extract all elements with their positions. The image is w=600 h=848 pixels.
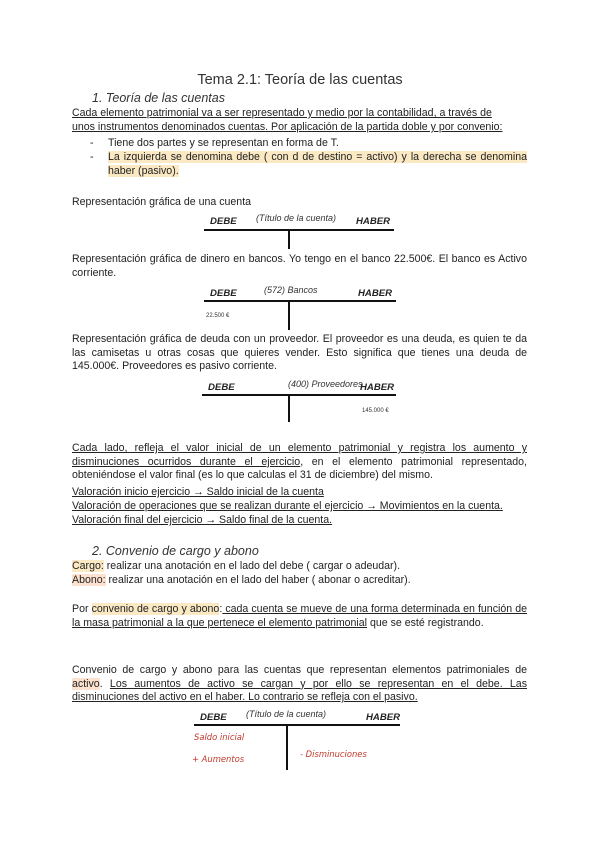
plain-text: : bbox=[219, 603, 223, 615]
rep-dinero-text: Representación gráfica de dinero en bancos. Yo tengo en el banco 22.500€. El banco es Activo corriente. bbox=[72, 253, 527, 279]
t-horizontal-line bbox=[194, 724, 400, 726]
highlighted-text: La izquierda se denomina debe ( con d de destino = activo) y la derecha se denomina haber (pasivo). bbox=[108, 151, 527, 177]
intro-line-2: unos instrumentos denominados cuentas. Por aplicación de la partida doble y por convenio: bbox=[72, 121, 503, 133]
cada-lado-paragraph bbox=[72, 442, 527, 483]
bullet-text: Tiene dos partes y se representan en forma de T. bbox=[108, 137, 339, 149]
cargo-text: realizar una anotación en el lado del debe ( cargar o adeudar). bbox=[103, 560, 401, 572]
t-account-generic bbox=[200, 212, 400, 252]
plain-text: Por bbox=[72, 603, 92, 615]
plain-text: Convenio de cargo y abono para las cuentas que representan elementos patrimoniales de bbox=[72, 664, 527, 676]
por-convenio-paragraph bbox=[72, 603, 527, 630]
highlighted-text: activo bbox=[72, 677, 100, 690]
t-horizontal-line bbox=[202, 394, 396, 396]
t-title-label: (400) Proveedores bbox=[288, 379, 363, 389]
t-debe-label: DEBE bbox=[208, 382, 235, 393]
t-horizontal-line bbox=[204, 229, 394, 231]
t-vertical-line bbox=[288, 394, 290, 422]
t-vertical-line bbox=[286, 724, 288, 770]
intro-line-1: Cada elemento patrimonial va a ser representado y medio por la contabilidad, a través de bbox=[72, 107, 492, 119]
plain-text: que se esté registrando. bbox=[367, 616, 484, 629]
rep-deuda-text: Representación gráfica de deuda con un proveedor. El proveedor es una deuda, es quien te da las camisetas u otras cosas que quieres vender. Esto significa que tienes una deuda de 145.000€. Proveedores es pasivo corriente. bbox=[72, 333, 527, 373]
aumentos-note: + Aumentos bbox=[192, 754, 245, 764]
abono-definition bbox=[72, 574, 411, 588]
saldo-inicial-note: Saldo inicial bbox=[194, 732, 245, 742]
t-account-proveedores bbox=[200, 377, 400, 427]
t-title-label: (Título de la cuenta) bbox=[256, 213, 337, 223]
t-debe-label: DEBE bbox=[210, 216, 237, 227]
t-vertical-line bbox=[288, 229, 290, 249]
t-debe-label: DEBE bbox=[200, 712, 227, 723]
t-haber-label: HABER bbox=[360, 382, 395, 393]
t-haber-label: HABER bbox=[366, 712, 401, 723]
t-haber-label: HABER bbox=[356, 216, 391, 227]
plain-text: , en el elemento patrimonial representado, obteniéndose el valor final (es lo que calculas el 31 de diciembre) del mismo. bbox=[72, 455, 527, 482]
bullet-dash: - bbox=[90, 151, 94, 163]
t-account-bancos bbox=[200, 283, 400, 333]
page-title: Tema 2.1: Teoría de las cuentas bbox=[197, 72, 403, 88]
rep-grafica-label: Representación gráfica de una cuenta bbox=[72, 196, 252, 208]
section1-heading: 1. Teoría de las cuentas bbox=[92, 91, 225, 105]
abono-text: realizar una anotación en el lado del haber ( abonar o acreditar). bbox=[105, 574, 411, 586]
bullet-text bbox=[108, 151, 527, 178]
t-debe-label: DEBE bbox=[210, 288, 237, 299]
cargo-definition bbox=[72, 560, 400, 574]
abono-label: Abono: bbox=[72, 574, 106, 586]
valoracion-operaciones: Valoración de operaciones que se realizan durante el ejercicio → Movimientos en la cuenta. bbox=[72, 500, 503, 512]
t-horizontal-line bbox=[204, 300, 396, 302]
t-right-value: 145.000 € bbox=[362, 408, 389, 414]
underlined-text: Cada lado, refleja el valor inicial de un elemento patrimonial y registra los aumento y disminuciones ocurridos durante el ejercicio bbox=[72, 442, 527, 468]
t-vertical-line bbox=[288, 300, 290, 330]
bullet-dash: - bbox=[90, 137, 94, 149]
t-account-cargo-abono bbox=[190, 707, 410, 777]
plain-text: . bbox=[99, 677, 110, 690]
underlined-text: cada cuenta se mueve de una forma determinada en función de la masa patrimonial a la que pertenece el elemento patrimonial bbox=[72, 603, 527, 629]
t-haber-label: HABER bbox=[358, 288, 393, 299]
valoracion-inicio: Valoración inicio ejercicio → Saldo inicial de la cuenta bbox=[72, 486, 324, 498]
disminuciones-note: - Disminuciones bbox=[300, 749, 367, 759]
t-title-label: (Título de la cuenta) bbox=[246, 709, 327, 719]
convenio-activo-paragraph bbox=[72, 664, 527, 705]
t-left-value: 22.500 € bbox=[206, 313, 230, 319]
t-title-label: (572) Bancos bbox=[264, 285, 318, 295]
section2-heading: 2. Convenio de cargo y abono bbox=[92, 544, 259, 558]
cargo-label: Cargo: bbox=[72, 560, 104, 572]
valoracion-final: Valoración final del ejercicio → Saldo final de la cuenta. bbox=[72, 514, 333, 526]
underlined-text: Los aumentos de activo se cargan y por ello se representan en el debe. Las disminuciones del activo en el haber. Lo contrario se refleja con el pasivo. bbox=[72, 677, 527, 704]
highlighted-text: convenio de cargo y abono bbox=[91, 603, 220, 615]
